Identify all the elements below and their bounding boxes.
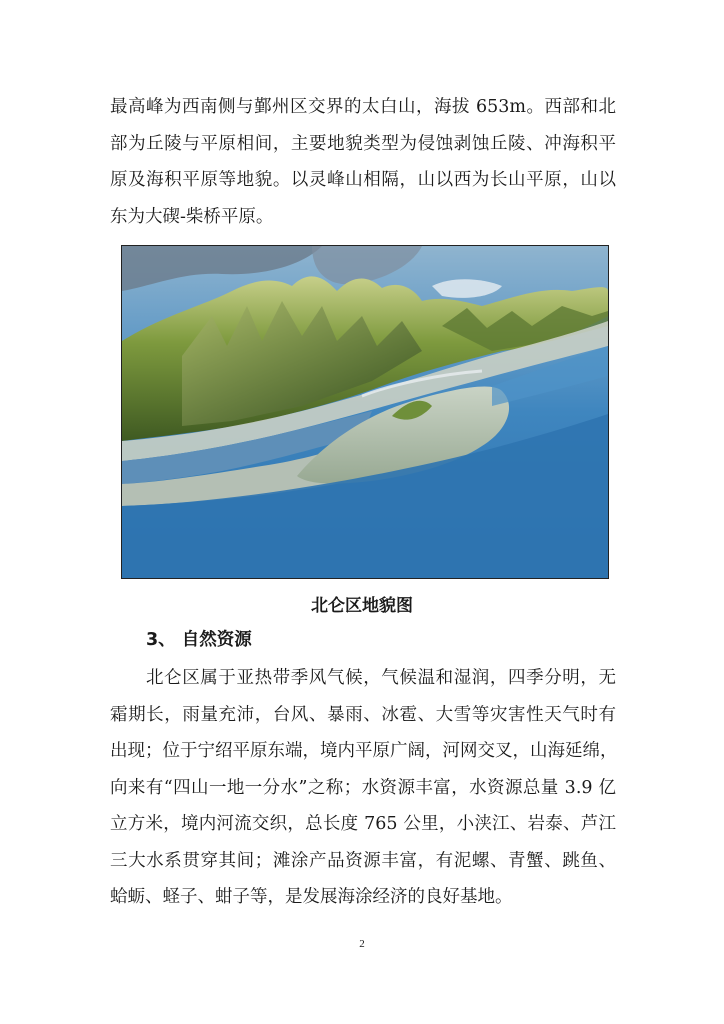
- page-number: 2: [359, 938, 365, 950]
- paragraph-natural-resources: [110, 660, 616, 916]
- text-line: 部为丘陵与平原相间，主要地貌类型为侵蚀剥蚀丘陵、冲海积平: [110, 133, 616, 154]
- text-line: 向来有“四山一地一分水”之称；水资源丰富，水资源总量 3.9 亿: [110, 777, 616, 798]
- figure-caption: 北仑区地貌图: [311, 596, 413, 616]
- text-line: 蛤蛎、蛏子、蚶子等，是发展海涂经济的良好基地。: [110, 887, 513, 907]
- terrain-illustration: [122, 246, 608, 578]
- text-line: 东为大碶-柴桥平原。: [110, 206, 274, 227]
- text-line: 北仑区属于亚热带季风气候，气候温和湿润，四季分明，无: [146, 668, 616, 688]
- section-heading: 3、 自然资源: [146, 630, 252, 650]
- paragraph-terrain: [110, 89, 616, 235]
- text-line: 三大水系贯穿其间；滩涂产品资源丰富，有泥螺、青蟹、跳鱼、: [110, 850, 616, 871]
- text-line: 霜期长，雨量充沛，台风、暴雨、冰雹、大雪等灾害性天气时有: [110, 704, 616, 725]
- text-line: 立方米，境内河流交织，总长度 765 公里，小浃江、岩泰、芦江: [110, 814, 616, 834]
- text-line: 最高峰为西南侧与鄞州区交界的太白山，海拔 653m。西部和北: [110, 97, 616, 117]
- text-line: 原及海积平原等地貌。以灵峰山相隔，山以西为长山平原，山以: [110, 170, 616, 190]
- text-line: 出现；位于宁绍平原东端，境内平原广阔，河网交叉，山海延绵，: [110, 741, 618, 761]
- terrain-map-image: [121, 245, 609, 579]
